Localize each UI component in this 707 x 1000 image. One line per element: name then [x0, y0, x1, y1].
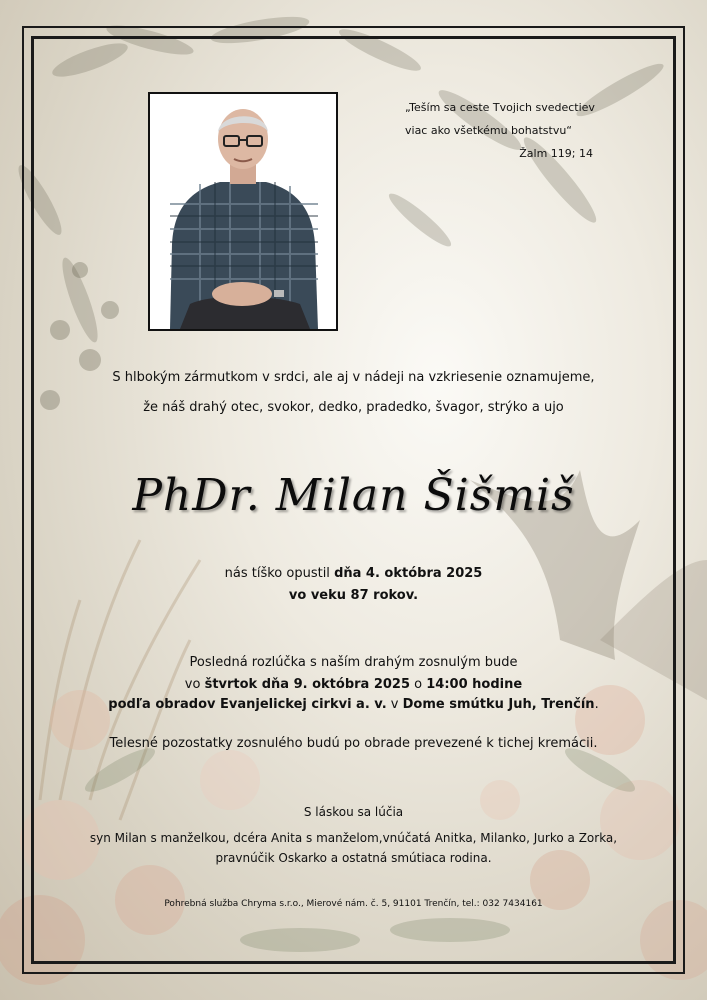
portrait-illustration: [150, 94, 336, 329]
quote-reference: Žalm 119; 14: [519, 147, 593, 160]
death-date: dňa 4. októbra 2025: [334, 566, 483, 581]
farewell-line-2: [0, 677, 707, 692]
farewell-line-1: Posledná rozlúčka s naším drahým zosnulým bude: [189, 655, 518, 670]
farewell-date: štvrtok dňa 9. októbra 2025: [204, 677, 411, 692]
farewell-end: .: [594, 697, 599, 712]
announcement-line-2: že náš drahý otec, svokor, dedko, pradedko, švagor, strýko a ujo: [143, 400, 564, 415]
funeral-service-footer: Pohrebná služba Chryma s.r.o., Mierové nám. č. 5, 91101 Trenčín, tel.: 032 7434161: [164, 899, 543, 909]
farewell-prefix: vo: [184, 677, 205, 692]
farewell-church: podľa obradov Evanjelickej cirkvi a. v.: [108, 697, 387, 712]
quote-line-2: viac ako všetkému bohatstvu“: [405, 124, 573, 137]
bible-quote: [405, 96, 605, 165]
farewell-mid: o: [410, 677, 427, 692]
farewell-mid-2: v: [386, 697, 403, 712]
death-age: vo veku 87 rokov.: [288, 588, 419, 603]
remains-note: Telesné pozostatky zosnulého budú po obrade prevezené k tichej kremácii.: [109, 736, 598, 751]
closing-line-1: syn Milan s manželkou, dcéra Anita s manželom,vnúčatá Anitka, Milanko, Jurko a Zorka,: [89, 831, 618, 845]
deceased-name: PhDr. Milan Šišmiš: [132, 470, 575, 521]
closing-line-2: pravnúčik Oskarko a ostatná smútiaca rodina.: [215, 851, 492, 865]
age-line: [0, 588, 707, 603]
quote-line-1: „Teším sa ceste Tvojich svedectiev: [405, 101, 595, 114]
farewell-line-3: [0, 697, 707, 712]
portrait-photo: [148, 92, 338, 331]
death-prefix: nás tíško opustil: [224, 566, 335, 581]
farewell-time: 14:00 hodine: [426, 677, 523, 692]
death-date-line: [0, 566, 707, 581]
closing-heading: S láskou sa lúčia: [303, 805, 404, 819]
farewell-venue: Dome smútku Juh, Trenčín: [402, 697, 595, 712]
announcement-line-1: S hlbokým zármutkom v srdci, ale aj v nádeji na vzkriesenie oznamujeme,: [112, 370, 595, 385]
